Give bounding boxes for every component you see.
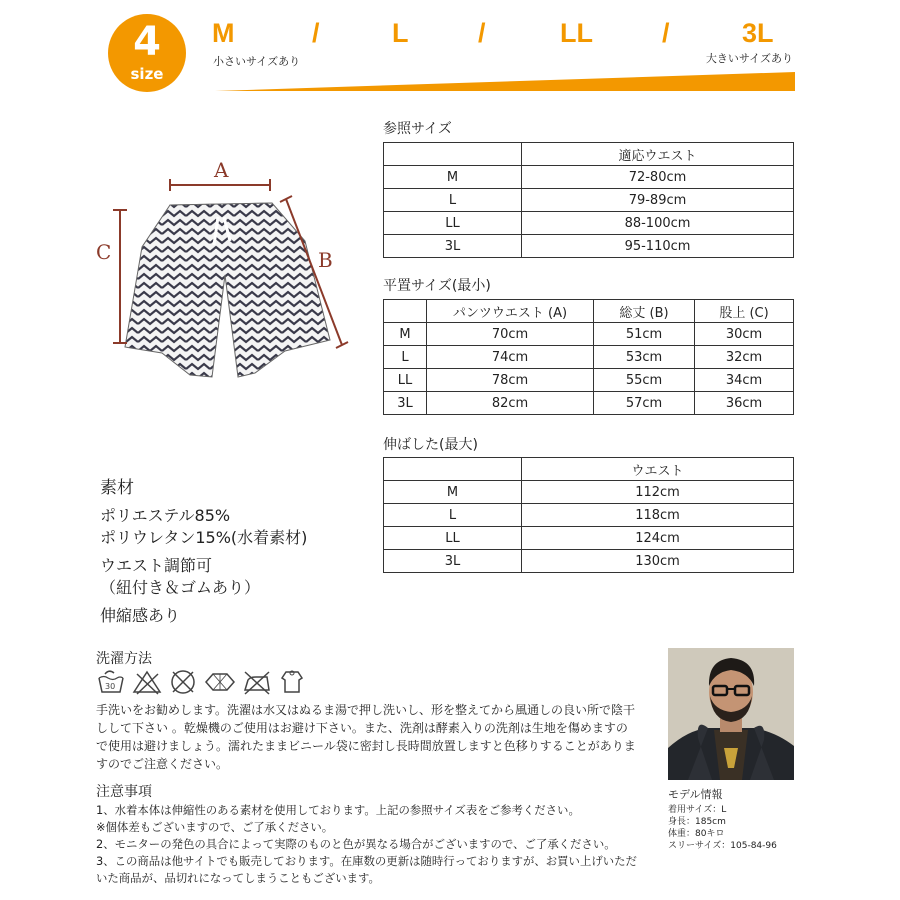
table-row — [384, 481, 794, 504]
no-tumble-dry-icon — [168, 668, 198, 696]
small-size-note: 小さいサイズあり — [213, 55, 301, 68]
size-label-ll: LL — [560, 18, 593, 48]
washing-instructions: 手洗いをお勧めします。洗濯は水又はぬるま湯で押し洗いし、形を整えてから風通しの良い所で陰干しして下さい 。乾燥機のご使用はお避け下さい。また、洗剤は酵素入りの洗剤は生地を傷めますので使用は避けましょう。濡れたままビニール袋に密封し長時間放置しますと色移りすることがありますのでご注意ください。 — [96, 703, 636, 771]
table-row — [384, 527, 794, 550]
table-cell: 88-100cm — [522, 212, 794, 235]
material-line: （紐付き＆ゴムあり） — [100, 578, 261, 597]
model-info-line: スリーサイズ：105-84-96 — [668, 841, 777, 851]
measure-label-c: C — [96, 240, 112, 264]
size-label-3l: 3L — [742, 18, 774, 48]
model-info-line: 身長：185cm — [668, 817, 726, 827]
table-cell: LL — [384, 369, 427, 392]
table-cell: 124cm — [522, 527, 794, 550]
table-cell: 95-110cm — [522, 235, 794, 258]
table-row — [384, 369, 794, 392]
model-portrait-image — [668, 648, 794, 780]
material-line: ポリウレタン15%(水着素材) — [100, 528, 308, 547]
caution-line: 2、モニターの発色の具合によって実際のものと色が異なる場合がございますので、ご了承ください。 — [96, 837, 616, 851]
care-icons — [96, 668, 306, 696]
table-header-cell: 適応ウエスト — [522, 143, 794, 166]
table-cell: 32cm — [695, 346, 794, 369]
size-separator: / — [478, 18, 486, 48]
material-line: 伸縮感あり — [100, 606, 181, 625]
table-row — [384, 504, 794, 527]
size-separator: / — [662, 18, 670, 48]
measure-label-b: B — [318, 248, 333, 272]
table-cell: 78cm — [427, 369, 594, 392]
table-cell: 3L — [384, 550, 522, 573]
table-cell: L — [384, 189, 522, 212]
washing-title: 洗濯方法 — [96, 651, 152, 667]
table-cell: 51cm — [594, 323, 695, 346]
table-cell: LL — [384, 527, 522, 550]
table-cell: 79-89cm — [522, 189, 794, 212]
size-count-badge — [108, 14, 186, 92]
table-cell: 82cm — [427, 392, 594, 415]
flat-size-title: 平置サイズ(最小) — [383, 278, 491, 294]
table-row — [384, 392, 794, 415]
table-cell: 112cm — [522, 481, 794, 504]
header-underline-wedge — [215, 66, 795, 92]
size-label-m: M — [212, 18, 235, 48]
size-range-header — [212, 18, 792, 50]
table-cell: 57cm — [594, 392, 695, 415]
caution-line: 3、この商品は他サイトでも販売しております。在庫数の更新は随時行っておりますが、お買い上げいただいた商品が、品切れになってしまうこともございます。 — [96, 854, 637, 885]
table-header-row — [384, 300, 794, 323]
size-count-label: size — [130, 65, 164, 83]
large-size-note: 大きいサイズあり — [705, 52, 793, 65]
table-row — [384, 189, 794, 212]
size-separator: / — [312, 18, 320, 48]
wash-temperature-label: 30 — [105, 682, 116, 691]
table-row — [384, 323, 794, 346]
model-info-line: 体重：80キロ — [668, 829, 725, 839]
shorts-measurement-diagram — [90, 155, 360, 390]
table-cell: 55cm — [594, 369, 695, 392]
table-header-cell: パンツウエスト (A) — [427, 300, 594, 323]
size-count-number: 4 — [133, 19, 161, 65]
table-header-cell: ウエスト — [522, 458, 794, 481]
no-bleach-icon — [132, 668, 162, 696]
table-cell — [384, 458, 522, 481]
table-cell — [384, 143, 522, 166]
table-cell: 3L — [384, 392, 427, 415]
material-line: ポリエステル85% — [100, 506, 231, 525]
table-cell: L — [384, 504, 522, 527]
table-row — [384, 235, 794, 258]
stretch-size-table — [383, 457, 794, 573]
table-cell: L — [384, 346, 427, 369]
table-cell: M — [384, 323, 427, 346]
table-cell: 70cm — [427, 323, 594, 346]
caution-line: ※個体差もございますので、ご了承ください。 — [96, 820, 334, 834]
model-info — [668, 789, 777, 852]
table-header-row — [384, 458, 794, 481]
table-cell: M — [384, 481, 522, 504]
hand-wash-30-icon — [96, 668, 126, 696]
net-wash-icon — [204, 668, 236, 696]
table-cell: M — [384, 166, 522, 189]
caution-title: 注意事項 — [96, 784, 152, 800]
material-title: 素材 — [100, 478, 134, 498]
table-header-cell: 総丈 (B) — [594, 300, 695, 323]
stretch-size-title: 伸ばした(最大) — [383, 437, 478, 453]
model-info-line: 着用サイズ：L — [668, 805, 727, 815]
size-label-l: L — [392, 18, 409, 48]
material-line: ウエスト調節可 — [100, 556, 213, 575]
table-cell: 74cm — [427, 346, 594, 369]
reference-size-title: 参照サイズ — [383, 121, 452, 137]
table-row — [384, 166, 794, 189]
hang-dry-icon — [278, 668, 306, 696]
table-cell: 30cm — [695, 323, 794, 346]
table-cell — [384, 300, 427, 323]
table-cell: 130cm — [522, 550, 794, 573]
table-cell: 36cm — [695, 392, 794, 415]
caution-line: 1、水着本体は伸縮性のある素材を使用しております。上記の参照サイズ表をご参考ください。 — [96, 803, 580, 817]
table-row — [384, 212, 794, 235]
model-photo — [668, 648, 794, 780]
table-cell: 72-80cm — [522, 166, 794, 189]
material-section — [100, 477, 307, 627]
table-cell: 53cm — [594, 346, 695, 369]
table-row — [384, 550, 794, 573]
flat-size-table — [383, 299, 794, 415]
table-cell: 3L — [384, 235, 522, 258]
caution-notes — [96, 802, 646, 887]
table-cell: 118cm — [522, 504, 794, 527]
model-info-title: モデル情報 — [668, 788, 723, 801]
measure-label-a: A — [214, 158, 229, 182]
table-header-row — [384, 143, 794, 166]
table-row — [384, 346, 794, 369]
no-iron-icon — [242, 668, 272, 696]
table-cell: 34cm — [695, 369, 794, 392]
reference-size-table — [383, 142, 794, 258]
table-cell: LL — [384, 212, 522, 235]
table-header-cell: 股上 (C) — [695, 300, 794, 323]
